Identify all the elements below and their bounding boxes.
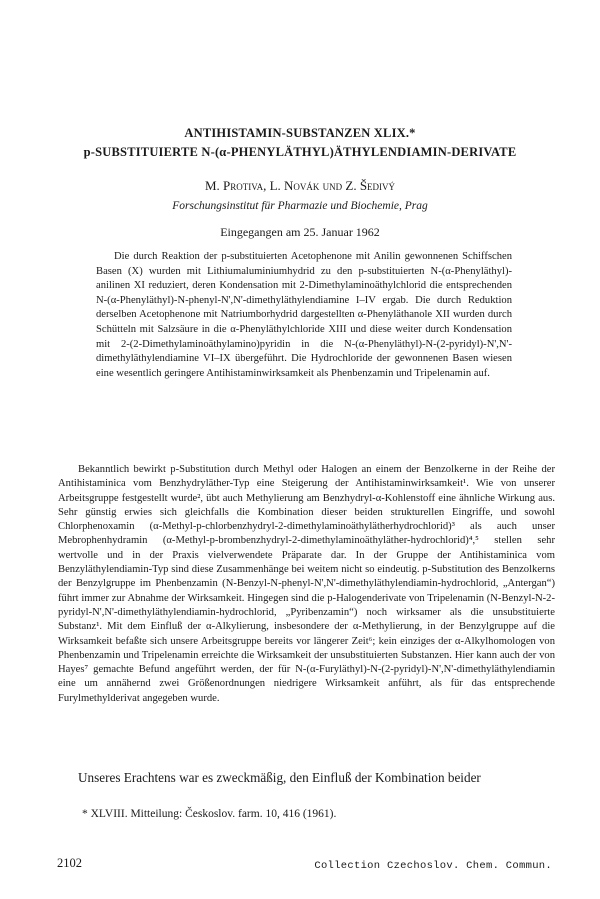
authors: M. Protiva, L. Novák und Z. Šedivý <box>204 178 396 193</box>
body-continuation: Unseres Erachtens war es zweckmäßig, den Einfluß der Kombination beider <box>78 770 481 785</box>
journal-name: Collection Czechoslov. Chem. Commun. <box>314 860 552 872</box>
footnote: * XLVIII. Mitteilung: Českoslov. farm. 10, 416 (1961). <box>82 808 337 820</box>
received-date: Eingegangen am 25. Januar 1962 <box>220 225 380 239</box>
page-number: 2102 <box>57 856 82 870</box>
body-text: Bekanntlich bewirkt p-Substitution durch Methyl oder Halogen an einem der Benzolkerne in der Reihe der Antihistaminica vom Benzhydryläther-Typ eine Steigerung der Antihistaminwirksamkeit¹. Wie von unserer Arbeitsgruppe festgestellt wurde², übt auch Methylierung am Benzhydryl-α-Kohlenstoff eine ähnliche Wirkung aus. Sehr günstig erwies sich gleichfalls die Kombination dieser beiden strukturellen Eingriffe, und sowohl Chlorphenoxamin (α-Methyl-p-chlorbenzhydryl-2-dimethylaminoäthylätherhydrochlorid)³ als auch unser Mebrophenhydramin (α-Methyl-p-brombenzhydryl-2-dimethylaminoäthyläther-hydrochlorid)⁴,⁵ stellen sehr wertvolle und in der Praxis vielverwendete Präparate dar. In der Gruppe der Antihistaminica vom Benzyläthylendiamin-Typ sind diese Zusammenhänge bei weitem nicht so eindeutig. p-Substitution des Benzolkerns der Benzylgruppe im Phenbenzamin (N-Benzyl-N-phenyl-N',N'-dimethyläthylendiamin-hydrochlorid, „Antergan“) führt immer zur Abnahme der Wirksamkeit. Hingegen sind die p-Halogenderivate von Tripelenamin (N-Benzyl-N-2-pyridyl-N',N'-dimethyläthylendiamin-hydrochlorid, „Pyribenzamin“) noch wirksamer als die unsubstituierte Substanz¹. Mit dem Einfluß der α-Alkylierung, insbesondere der α-Methylierung, in der Benzylgruppe auf die Wirksamkeit befaßte sich unsere Arbeitsgruppe bereits vor längerer Zeit⁶; kein einziges der α-Alkylhomologen von Phenbenzamin und Tripelenamin erreichte die Wirksamkeit der unsubstituierten Substanzen. Hier kann auch der von Hayes⁷ gemachte Befund angeführt werden, der für N-(α-Furyläthyl)-N-(2-pyridyl)-N',N'-dimethyläthylendiamin eine um annähernd zwei Größenordnungen niedrigere Wirksamkeit anführt, als für das entsprechende Furylmethylderivat angegeben wurde. <box>58 464 555 704</box>
article-title-line2: p-SUBSTITUIERTE N-(α-PHENYLÄTHYL)ÄTHYLENDIAMIN-DERIVATE <box>83 145 517 159</box>
article-title-line1: ANTIHISTAMIN-SUBSTANZEN XLIX.* <box>184 126 416 140</box>
institution: Forschungsinstitut für Pharmazie und Biochemie, Prag <box>172 200 428 212</box>
abstract: Die durch Reaktion der p-substituierten Acetophenone mit Anilin gewonnenen Schiffschen Basen (X) wurden mit Lithiumaluminiumhydrid zu den p-substituierten N-(α-Phenyläthyl)-anilinen XI reduziert, deren Kondensation mit 2-Dimethylaminoäthylchlorid die entsprechenden N-(α-Phenyläthyl)-N-phenyl-N',N'-dimethyläthylendiamine I–IV ergab. Die durch Reduktion derselben Acetophenone mit Natriumborhydrid dargestellten α-Phenyläthanole XII wurden durch Schütteln mit Salzsäure in die α-Phenyläthylchloride XIII und diese weiter durch Kondensation mit 2-(2-Dimethylaminoäthylamino)pyridin in die N-(α-Phenyläthyl)-N-(2-pyridyl)-N',N'-dimethyläthylendiamine VI–IX übergeführt. Die Hydrochloride der gewonnenen Basen wiesen eine wesentlich geringere Antihistaminwirksamkeit als Phenbenzamin und Tripelenamin auf. <box>96 251 512 379</box>
